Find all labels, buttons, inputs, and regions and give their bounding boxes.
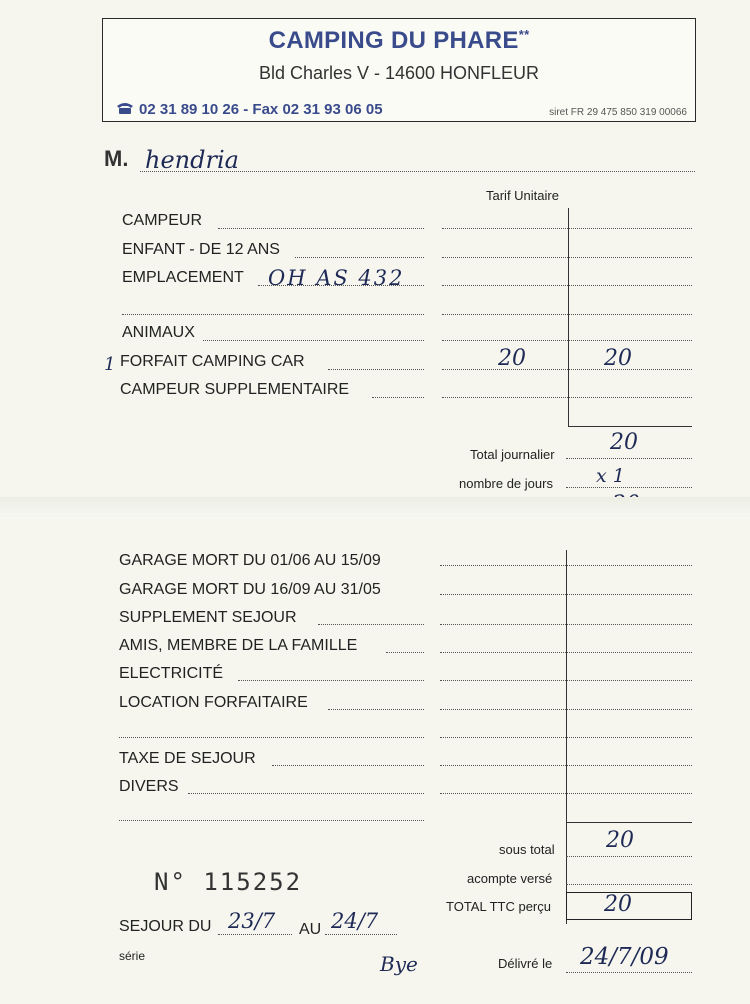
row-blank-amount-line <box>442 314 692 315</box>
sous-total-2-line <box>566 856 692 857</box>
row-electricite-label: ELECTRICITÉ <box>119 665 224 682</box>
nombre-jours-line <box>566 487 692 488</box>
row-forfait-label: FORFAIT CAMPING CAR <box>120 353 305 370</box>
acompte-line <box>566 884 692 885</box>
total-ttc-label: TOTAL TTC perçu <box>446 899 551 914</box>
total-journalier-line <box>566 458 692 459</box>
row-forfait-qty-mark: 1 <box>104 354 116 375</box>
row-blank-3-dots <box>119 820 424 821</box>
client-name: hendria <box>145 146 239 174</box>
row-location-dots <box>328 709 424 710</box>
row-emplacement-dots <box>258 285 424 286</box>
row-taxe-sejour-dots <box>272 765 424 766</box>
serie-label: série <box>119 949 146 963</box>
row-supplement-sejour-dots <box>318 624 424 625</box>
row-supplementaire-amount-line <box>442 397 692 398</box>
siret-number: siret FR 29 475 850 319 00066 <box>549 107 687 118</box>
acompte-label: acompte versé <box>467 871 553 886</box>
row-taxe-sejour-line <box>440 765 692 766</box>
row-amis-dots <box>386 652 424 653</box>
row-amis-label: AMIS, MEMBRE DE LA FAMILLE <box>119 637 358 654</box>
nombre-jours-label: nombre de jours <box>459 476 553 491</box>
section1-bottom-line <box>568 426 692 427</box>
row-enfant-label: ENFANT - DE 12 ANS <box>122 241 280 258</box>
telephone-icon <box>115 101 135 115</box>
row-emplacement-amount-line <box>442 285 692 286</box>
row-campeur-dots <box>218 228 424 229</box>
row-supplement-sejour-line <box>440 624 692 625</box>
row-garage-2-line <box>440 594 692 595</box>
sous-total-2-label: sous total <box>499 842 555 857</box>
phone-line: 02 31 89 10 26 - Fax 02 31 93 06 05 <box>115 101 383 118</box>
row-forfait-unit: 20 <box>498 346 526 371</box>
total-journalier-value: 20 <box>610 430 638 455</box>
row-blank-2-line <box>440 737 692 738</box>
row-emplacement-label: EMPLACEMENT <box>122 269 244 286</box>
row-enfant-dots <box>295 257 424 258</box>
row-campeur-label: CAMPEUR <box>122 212 203 229</box>
delivre-line <box>566 972 692 973</box>
campsite-address: Bld Charles V - 14600 HONFLEUR <box>258 63 540 83</box>
row-supplement-sejour-label: SUPPLEMENT SEJOUR <box>119 609 297 626</box>
row-divers-label: DIVERS <box>119 778 179 795</box>
row-campeur-amount-line <box>442 228 692 229</box>
sejour-from-line <box>218 934 292 935</box>
sejour-from-date: 23/7 <box>228 909 276 933</box>
header-box <box>102 18 696 122</box>
row-supplementaire-dots <box>372 397 424 398</box>
row-amis-line <box>440 652 692 653</box>
client-prefix: M. <box>104 146 129 171</box>
row-animaux-label: ANIMAUX <box>122 324 195 341</box>
row-electricite-line <box>440 680 692 681</box>
row-supplementaire-label: CAMPEUR SUPPLEMENTAIRE <box>120 381 350 398</box>
sejour-to-date: 24/7 <box>331 909 379 933</box>
row-animaux-amount-line <box>442 340 692 341</box>
row-location-label: LOCATION FORFAITAIRE <box>119 694 308 711</box>
paper-fold <box>0 497 750 519</box>
sejour-du-label: SEJOUR DU <box>119 918 212 935</box>
row-animaux-dots <box>203 340 424 341</box>
row-garage-2-label: GARAGE MORT DU 16/09 AU 31/05 <box>119 581 381 598</box>
campsite-name: CAMPING DU PHARE** <box>268 27 530 54</box>
sejour-to-line <box>325 934 397 935</box>
row-emplacement-hand: OH AS 432 <box>268 266 405 290</box>
row-forfait-amount-line <box>442 369 692 370</box>
row-forfait-total: 20 <box>604 346 632 371</box>
row-divers-dots <box>188 793 424 794</box>
delivre-date: 24/7/09 <box>580 944 669 970</box>
receipt-number: N° 115252 <box>154 868 303 896</box>
delivre-label: Délivré le <box>498 956 553 971</box>
row-divers-line <box>440 793 692 794</box>
row-blank-dots <box>122 314 424 315</box>
sejour-au-label: AU <box>299 921 322 938</box>
serie-signature: Bye <box>380 952 418 976</box>
row-garage-1-label: GARAGE MORT DU 01/06 AU 15/09 <box>119 552 381 569</box>
row-enfant-amount-line <box>442 257 692 258</box>
client-line <box>140 171 695 172</box>
section1-column-divider <box>568 208 569 426</box>
row-forfait-dots <box>328 369 424 370</box>
row-electricite-dots <box>238 680 424 681</box>
section2-subtotal-line <box>566 822 692 823</box>
nombre-jours-value: x 1 <box>596 465 625 487</box>
total-journalier-label: Total journalier <box>470 447 555 462</box>
row-blank-2-dots <box>119 737 424 738</box>
row-taxe-sejour-label: TAXE DE SEJOUR <box>119 750 256 767</box>
sous-total-2-value: 20 <box>606 828 634 853</box>
row-garage-1-line <box>440 565 692 566</box>
tarif-unitaire-header: Tarif Unitaire <box>486 188 559 203</box>
row-location-line <box>440 709 692 710</box>
total-ttc-value: 20 <box>604 892 632 917</box>
